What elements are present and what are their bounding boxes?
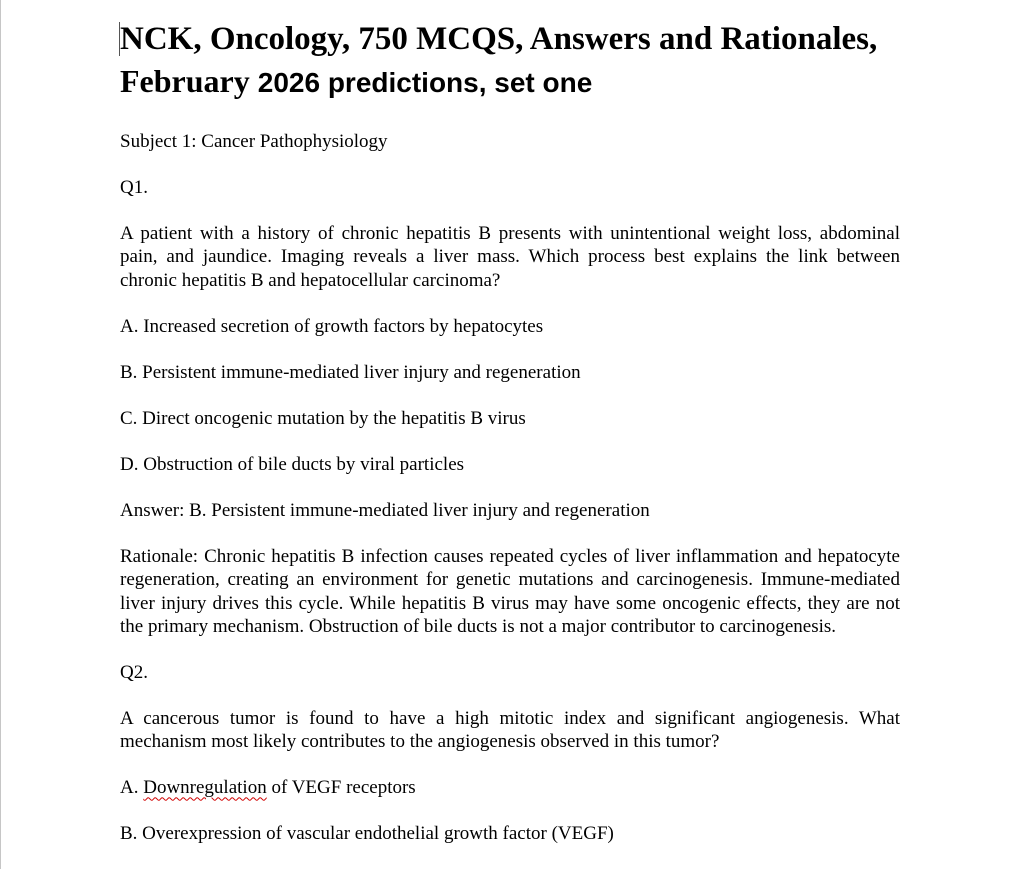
document-page[interactable] bbox=[120, 18, 900, 846]
option-d: D. Obstruction of bile ducts by viral particles bbox=[120, 453, 465, 475]
spelling-error-word[interactable]: Downregulation bbox=[143, 777, 267, 799]
option-a: A. Downregulation of VEGF receptors bbox=[120, 777, 416, 799]
option-b: B. Persistent immune-mediated liver injury and regeneration bbox=[120, 361, 581, 383]
question-label: Q1. bbox=[120, 177, 148, 198]
document-title-line-2: February 2026 predictions, set one bbox=[120, 63, 593, 99]
answer: Answer: B. Persistent immune-mediated liver injury and regeneration bbox=[120, 499, 650, 521]
question-label: Q2. bbox=[120, 662, 148, 684]
question-stem: A cancerous tumor is found to have a high mitotic index and significant angiogenesis. What mechanism most likely contributes to the angiogenesis observed in this tumor? bbox=[120, 708, 900, 753]
page-left-border bbox=[0, 0, 1, 869]
option-c: C. Direct oncogenic mutation by the hepatitis B virus bbox=[120, 407, 526, 429]
option-a: A. Increased secretion of growth factors by hepatocytes bbox=[120, 315, 544, 337]
document-title-line-1: NCK, Oncology, 750 MCQS, Answers and Rationales, bbox=[120, 21, 878, 57]
subject-heading: Subject 1: Cancer Pathophysiology bbox=[120, 131, 388, 152]
option-b: B. Overexpression of vascular endothelial growth factor (VEGF) bbox=[120, 823, 614, 845]
question-stem: A patient with a history of chronic hepatitis B presents with unintentional weight loss, abdominal pain, and jaundice. Imaging reveals a liver mass. Which process best explains the link between chronic hepatitis B and hepatocellular carcinoma? bbox=[120, 223, 900, 291]
rationale: Rationale: Chronic hepatitis B infection causes repeated cycles of liver inflammation and hepatocyte regeneration, creating an environment for genetic mutations and carcinogenesis. Immune-mediated liver injury drives this cycle. While hepatitis B virus may have some oncogenic effects, they are not the primary mechanism. Obstruction of bile ducts is not a major contributor to carcinogenesis. bbox=[120, 545, 900, 638]
text-cursor bbox=[119, 22, 120, 56]
